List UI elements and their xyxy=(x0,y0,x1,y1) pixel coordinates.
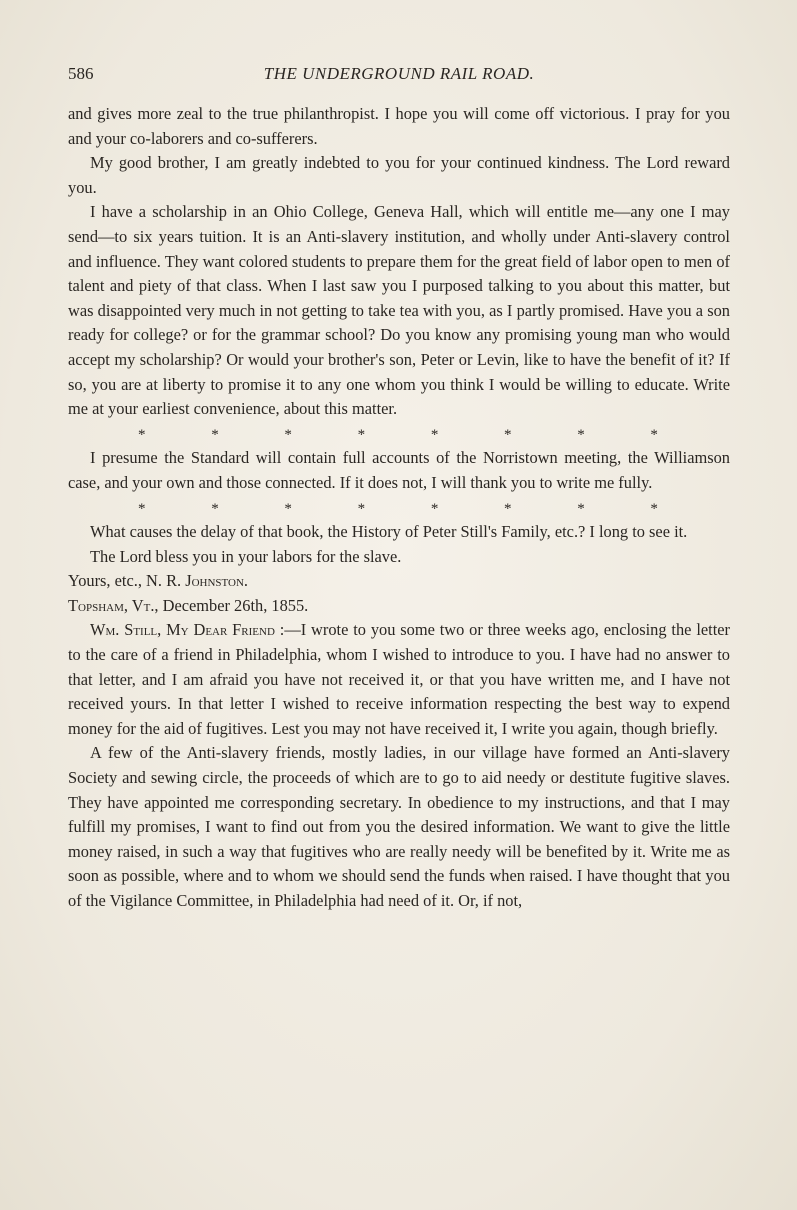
paragraph xyxy=(68,618,730,741)
paragraph: and gives more zeal to the true philanthropist. I hope you will come off victorious. I pray for you and your co-laborers and co-sufferers. xyxy=(68,104,730,148)
asterisk: * xyxy=(650,426,658,443)
asterisk: * xyxy=(211,426,219,443)
asterisk: * xyxy=(284,500,292,517)
asterisk: * xyxy=(138,500,146,517)
paragraph: The Lord bless you in your labors for the slave. xyxy=(90,546,402,566)
section-break-stars xyxy=(68,496,730,521)
signoff-name: N. R. Johnston. xyxy=(146,571,249,591)
letter-dateline xyxy=(68,594,730,619)
asterisk: * xyxy=(577,500,585,517)
section-break-stars xyxy=(68,422,730,447)
asterisk: * xyxy=(504,426,512,443)
paragraph: What causes the delay of that book, the History of Peter Still's Family, etc.? I long to see it. xyxy=(90,522,688,542)
letter-signoff xyxy=(68,569,730,594)
dateline-date: December 26th, 1855. xyxy=(162,595,309,615)
page-body xyxy=(68,102,730,914)
asterisk: * xyxy=(650,500,658,517)
page-number: 586 xyxy=(68,64,94,83)
paragraph: My good brother, I am greatly indebted to you for your continued kindness. The Lord reward you. xyxy=(68,153,730,197)
paragraph-text: I wrote to you some two or three weeks ago, enclosing the letter to the care of a friend in Philadelphia, whom I wished to introduce to you. I have had no answer to that letter, and I am afraid you have not received it, or that you have written me, and I have not received yours. In that letter I wished to receive information respecting the best way to expend money for the aid of fugitives. Lest you may not have received it, I write you again, though briefly. xyxy=(68,620,730,738)
paragraph: A few of the Anti-slavery friends, mostly ladies, in our village have formed an Anti-slavery Society and sewing circle, the proceeds of which are to go to aid needy or destitute fugitive slaves. They have appointed me corresponding secretary. In obedience to my instructions, and that I may fulfill my promises, I want to find out from you the desired information. We want to give the little money raised, in such a way that fugitives who are really needy will be benefited by it. Write me as soon as possible, where and to whom we should send the funds when raised. I have thought that you of the Vigilance Committee, in Philadelphia had need of it. Or, if not, xyxy=(68,743,730,910)
paragraph: I have a scholarship in an Ohio College, Geneva Hall, which will entitle me—any one I may send—to six years tuition. It is an Anti-slavery institution, and wholly under Anti-slavery control and influence. They want colored students to prepare them for the great field of labor open to men of talent and piety of that class. When I last saw you I purposed talking to you about this matter, but was disappointed very much in not getting to take tea with you, as I partly promised. Have you a son ready for college? or for the grammar school? Do you know any promising young man who would accept my scholarship? Or would your brother's son, Peter or Levin, like to have the benefit of it? If so, you are at liberty to promise it to any one whom you think I would be willing to educate. Write me at your earliest convenience, about this matter. xyxy=(68,202,730,419)
asterisk: * xyxy=(357,426,366,443)
asterisk: * xyxy=(504,500,512,517)
paragraph: I presume the Standard will contain full accounts of the Norristown meeting, the Williamson case, and your own and those connected. If it does not, I will thank you to write me fully. xyxy=(68,448,730,492)
asterisk: * xyxy=(430,426,439,443)
signoff-prefix: Yours, etc., xyxy=(68,571,142,591)
dateline-place: Topsham, Vt., xyxy=(68,595,159,615)
asterisk: * xyxy=(284,426,292,443)
asterisk: * xyxy=(357,500,366,517)
asterisk: * xyxy=(138,426,146,443)
asterisk: * xyxy=(211,500,219,517)
running-title: THE UNDERGROUND RAIL ROAD. xyxy=(263,64,535,83)
letter-salutation: Wm. Still, My Dear Friend :— xyxy=(90,620,301,640)
asterisk: * xyxy=(430,500,439,517)
page-header xyxy=(68,64,730,90)
asterisk: * xyxy=(577,426,585,443)
